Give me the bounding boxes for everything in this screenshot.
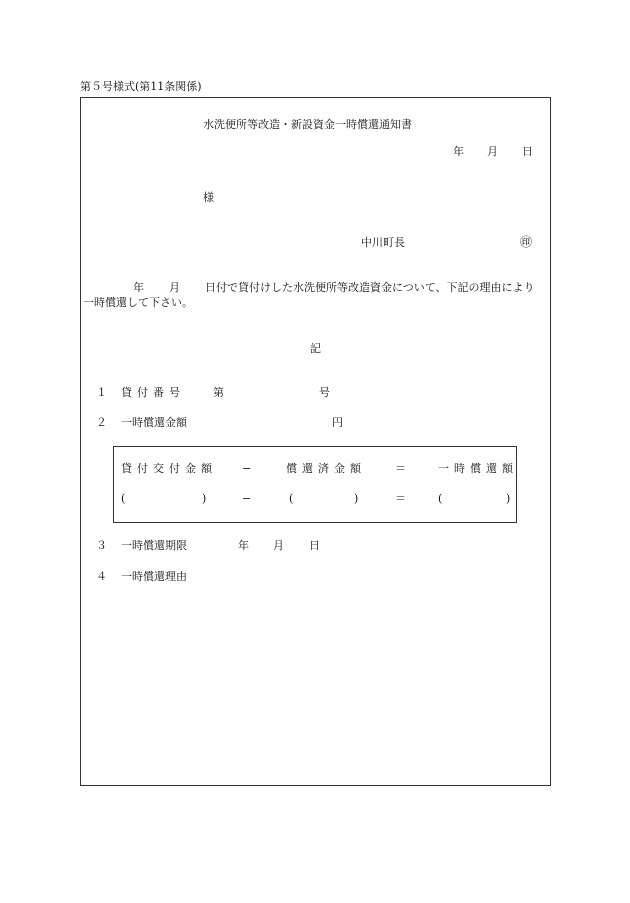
- item-1-number: １: [96, 386, 107, 399]
- item-1-label: 貸付番号: [121, 386, 185, 399]
- item-3-number: ３: [96, 539, 107, 552]
- item-3-year-label: 年: [238, 539, 249, 552]
- item-2-suffix: 円: [332, 416, 343, 429]
- item-1-suffix: 号: [319, 386, 330, 399]
- item-4-label: 一時償還理由: [121, 570, 187, 583]
- form-frame: [80, 97, 551, 786]
- calc-header-repaid-amount: 償還済金額: [286, 462, 366, 475]
- item-3-day-label: 日: [309, 539, 320, 552]
- calculation-box: [113, 446, 517, 523]
- document-title: 水洗便所等改造・新設資金一時償還通知書: [203, 118, 412, 131]
- calc-header-loan-amount: 貸付交付金額: [121, 462, 217, 475]
- addressee-suffix: 様: [203, 191, 214, 204]
- calc-equals-sign-2: ＝: [395, 492, 406, 505]
- body-month-label: 月: [169, 281, 180, 294]
- date-month-label: 月: [487, 145, 498, 158]
- calc-minus-sign-2: −: [242, 492, 252, 505]
- item-2-label: 一時償還金額: [121, 416, 187, 429]
- item-4-number: ４: [96, 570, 107, 583]
- calc-close-paren-1: ): [202, 492, 207, 505]
- item-1-prefix: 第: [213, 386, 224, 399]
- form-number: 第５号様式(第11条関係): [80, 80, 202, 93]
- body-text-line-1: 日付で貸付けした水洗便所等改造資金について、下記の理由により: [205, 281, 535, 294]
- issuer-name: 中川町長: [361, 236, 405, 249]
- calc-header-lump-repayment: 一時償還額: [438, 462, 518, 475]
- calc-close-paren-2: ): [354, 492, 359, 505]
- body-year-label: 年: [133, 281, 144, 294]
- calc-minus-sign: −: [242, 462, 252, 475]
- calc-open-paren-3: (: [438, 492, 443, 505]
- calc-open-paren-1: (: [121, 492, 126, 505]
- item-2-number: ２: [96, 416, 107, 429]
- calc-equals-sign: ＝: [395, 462, 406, 475]
- calc-open-paren-2: (: [289, 492, 294, 505]
- body-text-line-2: 一時償還して下さい。: [83, 296, 193, 309]
- item-3-label: 一時償還期限: [121, 539, 187, 552]
- date-day-label: 日: [522, 145, 533, 158]
- ki-heading: 記: [310, 342, 321, 355]
- item-3-month-label: 月: [273, 539, 284, 552]
- seal-mark: ㊞: [520, 235, 533, 249]
- date-year-label: 年: [453, 145, 464, 158]
- calc-close-paren-3: ): [506, 492, 511, 505]
